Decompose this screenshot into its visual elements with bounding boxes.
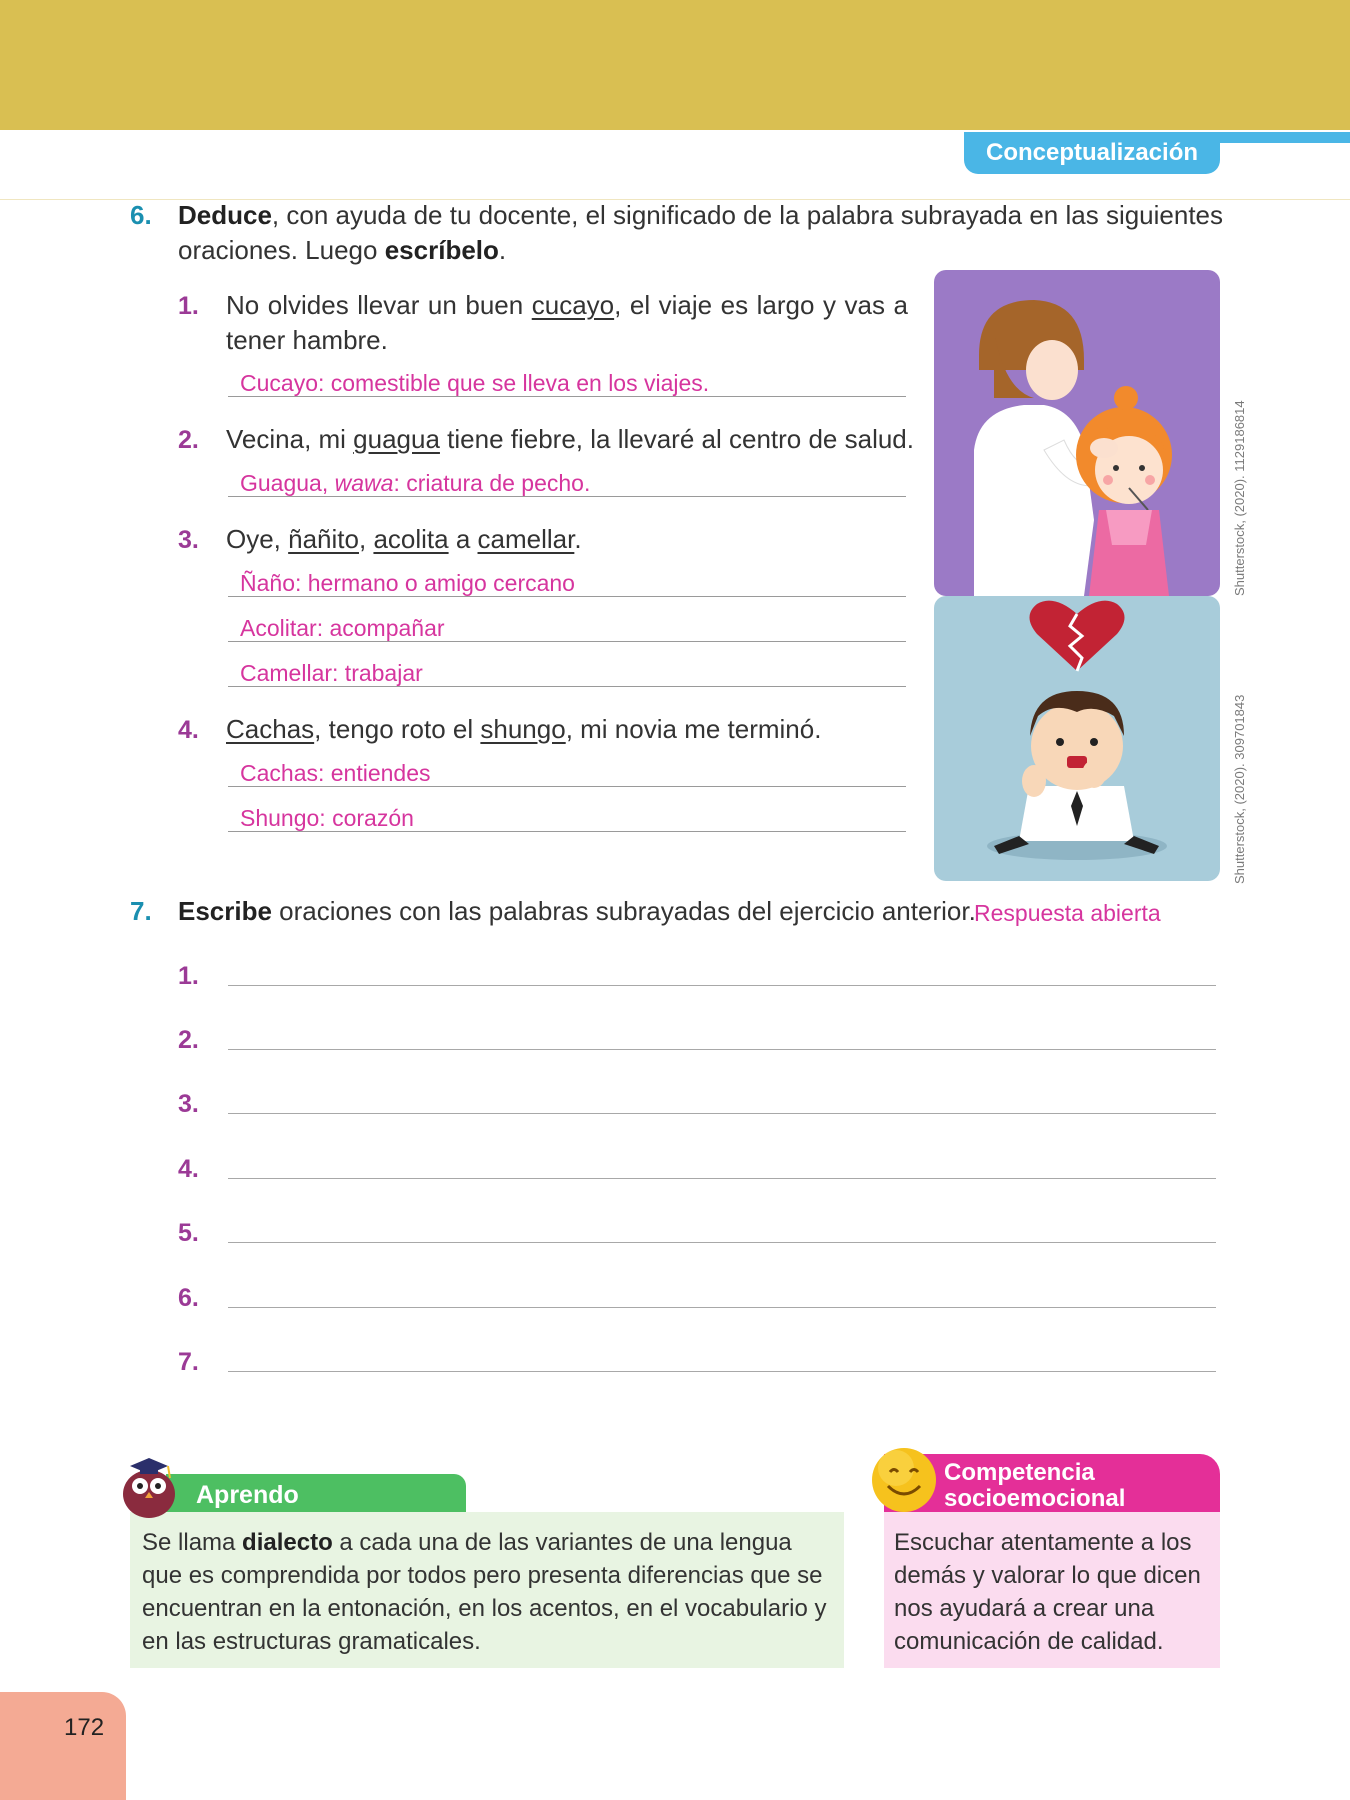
underlined-word-shungo: shungo — [480, 714, 566, 744]
heartbroken-boy-drawing — [934, 596, 1220, 881]
answer-text-b: : criatura de pecho. — [393, 470, 591, 496]
question-7-stem — [178, 894, 976, 929]
item-1-sentence — [226, 288, 908, 358]
write-line-number: 4. — [178, 1155, 199, 1183]
underlined-word-camellar: camellar — [477, 524, 575, 554]
item-3-text-c: a — [448, 524, 478, 554]
write-line[interactable] — [228, 1024, 1216, 1050]
page-number: 172 — [64, 1714, 105, 1741]
item-3-text-a: Oye, — [226, 524, 289, 554]
stem-end: . — [498, 235, 507, 265]
aprendo-title: Aprendo — [166, 1474, 466, 1514]
write-line[interactable] — [228, 1346, 1216, 1372]
aprendo-text — [142, 1526, 832, 1658]
answer-text: Cucayo: comestible que se lleva en los viajes. — [240, 370, 710, 396]
write-line[interactable] — [228, 1217, 1216, 1243]
question-7-number: 7. — [130, 896, 152, 926]
write-line-number: 7. — [178, 1348, 199, 1376]
item-2-text-b: tiene fiebre, la llevaré al centro de salud. — [439, 424, 914, 454]
answer-text: Acolitar: acompañar — [240, 615, 445, 641]
answer-text: Shungo: corazón — [240, 805, 414, 831]
image-credit: Shutterstock, (2020). 1129186814 — [1232, 400, 1247, 596]
write-line[interactable] — [228, 960, 1216, 986]
item-2-sentence — [226, 422, 926, 457]
competencia-box — [884, 1512, 1220, 1668]
sick-child-illustration — [934, 270, 1220, 596]
sick-child-drawing — [934, 270, 1220, 596]
stem-text: , con ayuda de tu docente, el significado de la palabra subrayada en las siguientes oraciones. Luego — [178, 200, 1224, 265]
owl-mascot-icon — [116, 1450, 182, 1520]
answer-text: Ñaño: hermano o amigo cercano — [240, 570, 575, 596]
smiley-face-icon — [868, 1444, 940, 1516]
item-1-text-a: No olvides llevar un buen — [226, 290, 532, 320]
stem-bold-escribe: Escribe — [178, 896, 272, 926]
write-line[interactable] — [228, 1088, 1216, 1114]
write-line-number: 3. — [178, 1090, 199, 1118]
underlined-word-cucayo: cucayo — [531, 290, 615, 320]
underlined-word-acolita: acolita — [373, 524, 449, 554]
heartbroken-boy-illustration — [934, 596, 1220, 881]
aprendo-text-b: a cada una de las variantes de una lengua que es comprendida por todos pero presenta diferencias que se encuentran en la entonación, en los acentos, en el vocabulario y en las estructuras gramaticales. — [142, 1529, 827, 1655]
answer-italic-word: wawa — [334, 470, 394, 496]
aprendo-box — [130, 1512, 844, 1668]
stem-bold-deduce: Deduce — [178, 200, 272, 230]
write-line-number: 6. — [178, 1284, 199, 1312]
item-2-number: 2. — [178, 426, 199, 454]
open-answer-note: Respuesta abierta — [974, 900, 1161, 926]
page-number-tab — [0, 1692, 126, 1800]
write-line[interactable] — [228, 1282, 1216, 1308]
item-4-number: 4. — [178, 716, 199, 744]
write-line-number: 1. — [178, 962, 199, 990]
section-tab-tail — [1220, 132, 1350, 143]
answer-text: Cachas: entiendes — [240, 760, 431, 786]
item-4-text-a: , tengo roto el — [314, 714, 481, 744]
answer-text — [240, 470, 590, 497]
header-band — [0, 0, 1350, 130]
write-line[interactable] — [228, 1153, 1216, 1179]
item-4-sentence — [226, 712, 821, 747]
item-4-text-b: , mi novia me terminó. — [565, 714, 822, 744]
competencia-text: Escuchar atentamente a los demás y valorar lo que dicen nos ayudará a crear una comunicación de calidad. — [894, 1529, 1201, 1655]
answer-text-a: Guagua, — [240, 470, 335, 496]
item-2-text-a: Vecina, mi — [226, 424, 354, 454]
underlined-word-cachas: Cachas — [226, 714, 315, 744]
stem-bold-escribelo: escríbelo — [384, 235, 499, 265]
aprendo-bold-term: dialecto — [242, 1529, 333, 1556]
item-3-number: 3. — [178, 526, 199, 554]
aprendo-text-a: Se llama — [142, 1529, 243, 1556]
section-tab: Conceptualización — [964, 132, 1220, 174]
item-1-text-b: , el viaje es largo y vas a tener hambre. — [226, 290, 908, 355]
item-3-text-d: . — [574, 524, 582, 554]
question-6-number: 6. — [130, 200, 152, 230]
question-6-stem — [178, 198, 1228, 268]
underlined-word-nanito: ñañito — [288, 524, 359, 554]
competencia-title-line1: Competencia — [944, 1459, 1095, 1486]
item-3-text-b: , — [358, 524, 374, 554]
write-line-number: 2. — [178, 1026, 199, 1054]
stem-text: oraciones con las palabras subrayadas del ejercicio anterior. — [271, 896, 976, 926]
answer-text: Camellar: trabajar — [240, 660, 423, 686]
underlined-word-guagua: guagua — [353, 424, 440, 454]
image-credit: Shutterstock, (2020). 309701843 — [1232, 694, 1247, 884]
write-line-number: 5. — [178, 1219, 199, 1247]
item-1-number: 1. — [178, 292, 199, 320]
item-3-sentence — [226, 522, 582, 557]
competencia-title-line2: socioemocional — [944, 1485, 1126, 1512]
